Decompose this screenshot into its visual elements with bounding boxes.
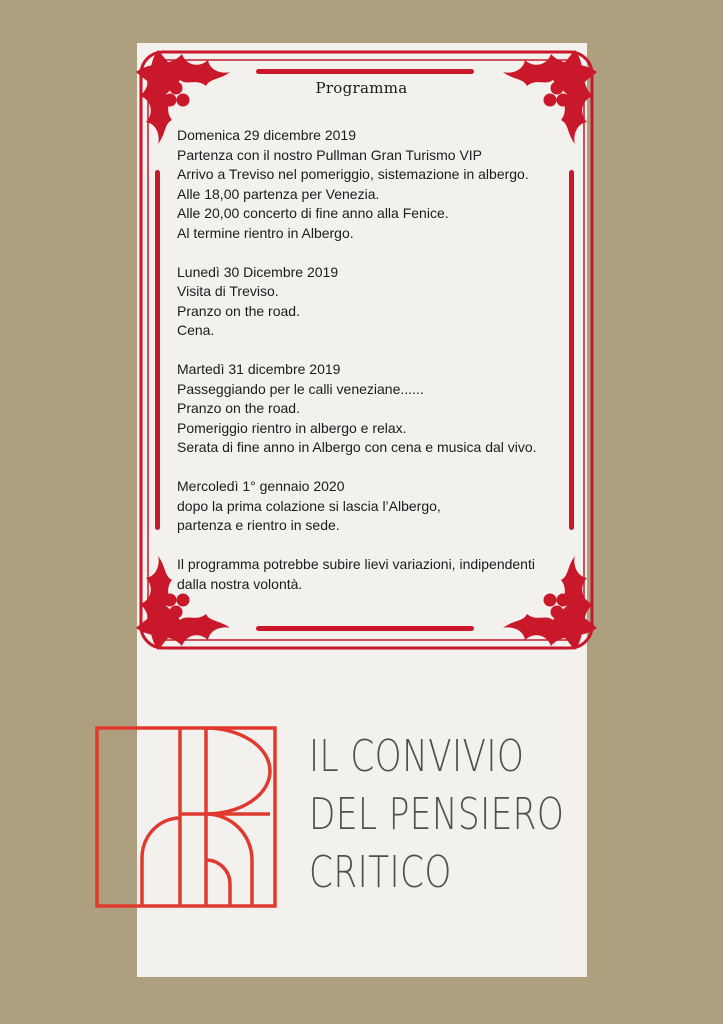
program-line: dalla nostra volontà. xyxy=(177,575,303,592)
brand-line-2: DEL PENSIERO xyxy=(309,789,565,840)
program-line: Pomeriggio rientro in albergo e relax. xyxy=(177,419,407,436)
program-line: Serata di fine anno in Albergo con cena e musica dal vivo. xyxy=(177,439,537,455)
program-line: Cena. xyxy=(177,322,215,338)
frame-right-bar xyxy=(569,170,574,530)
program-line: Visita di Treviso. xyxy=(177,283,279,299)
program-line: Alle 18,00 partenza per Venezia. xyxy=(177,185,380,202)
convivio-logo-icon xyxy=(94,725,278,909)
program-line: dopo la prima colazione si lascia l’Albergo, xyxy=(177,497,441,514)
brand-wordmark xyxy=(309,728,564,902)
program-day-2 xyxy=(177,263,557,341)
program-line: Mercoledì 1° gennaio 2020 xyxy=(177,478,345,494)
program-line: Lunedì 30 Dicembre 2019 xyxy=(177,263,339,280)
frame-bottom-bar xyxy=(256,626,474,631)
program-line: Partenza con il nostro Pullman Gran Turismo VIP xyxy=(177,146,483,163)
program-line: Passeggiando per le calli veneziane...... xyxy=(177,380,424,397)
program-line: Al termine rientro in Albergo. xyxy=(177,224,354,241)
brand-line-1: IL CONVIVIO xyxy=(309,731,525,782)
program-title: Programma xyxy=(315,79,408,97)
frame-top-bar xyxy=(256,69,474,74)
program-line: Il programma potrebbe subire lievi variazioni, indipendenti xyxy=(177,556,535,572)
program-line: Domenica 29 dicembre 2019 xyxy=(177,127,356,143)
program-line: Alle 20,00 concerto di fine anno alla Fenice. xyxy=(177,205,449,221)
program-line: Martedì 31 dicembre 2019 xyxy=(177,361,341,377)
program-content xyxy=(177,126,557,614)
program-line: Arrivo a Treviso nel pomeriggio, sistemazione in albergo. xyxy=(177,166,529,182)
brand-line-3: CRITICO xyxy=(309,847,452,898)
frame-left-bar xyxy=(155,170,160,530)
program-line: Pranzo on the road. xyxy=(177,302,300,319)
program-line: partenza e rientro in sede. xyxy=(177,517,340,533)
program-day-1 xyxy=(177,126,557,243)
program-line: Pranzo on the road. xyxy=(177,400,300,416)
program-day-4 xyxy=(177,477,557,536)
program-day-3 xyxy=(177,360,557,458)
program-disclaimer xyxy=(177,555,557,594)
